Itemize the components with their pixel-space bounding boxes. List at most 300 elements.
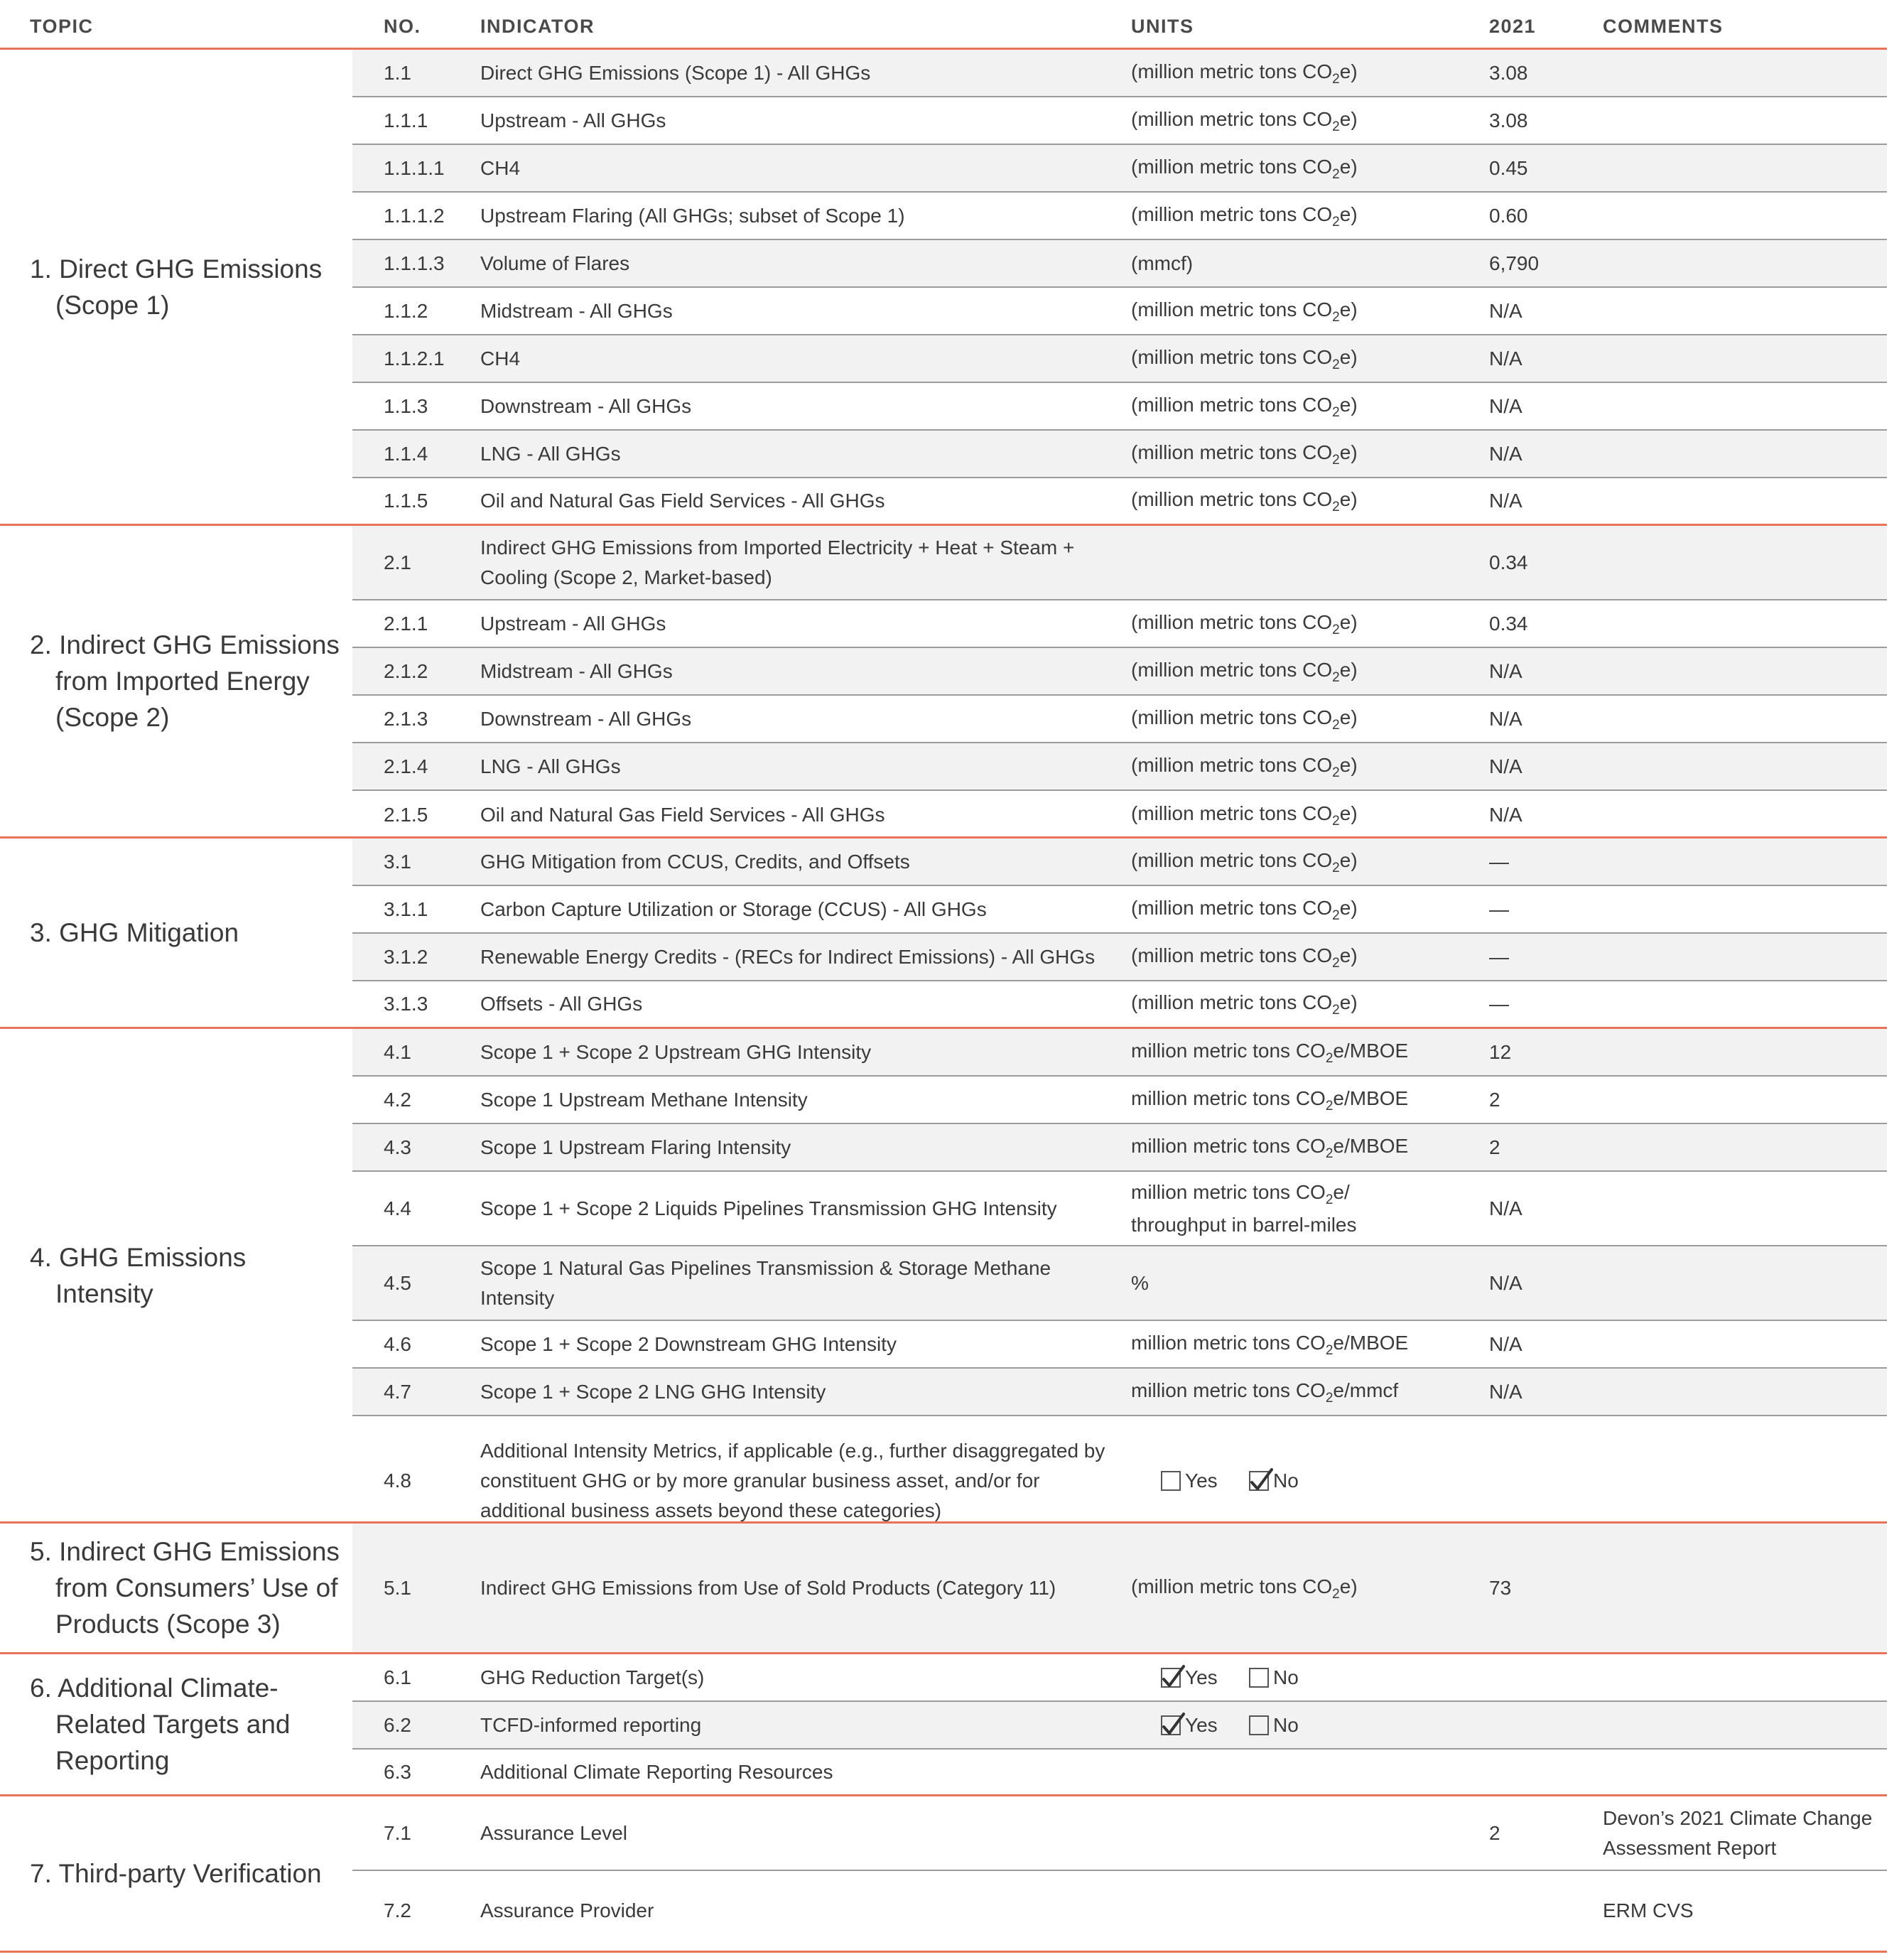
row-indicator-text: Offsets - All GHGs: [480, 993, 643, 1015]
row-units: [1131, 97, 1486, 144]
row-number: [384, 1029, 469, 1075]
row-indicator-text: Indirect GHG Emissions from Use of Sold Products (Category 11): [480, 1576, 1056, 1599]
row-units: [1131, 648, 1486, 694]
text: (million metric tons CO: [1131, 203, 1333, 225]
table-row: [352, 791, 1887, 839]
subscript: 2: [1332, 669, 1340, 685]
row-value-text: —: [1489, 945, 1509, 968]
text: (million metric tons CO: [1131, 345, 1333, 368]
header-comments: COMMENTS: [1603, 16, 1724, 37]
row-value-text: 3.08: [1489, 61, 1528, 84]
row-number: [384, 1321, 469, 1367]
topic-cell: [0, 839, 352, 1027]
row-value-text: —: [1489, 850, 1509, 873]
row-value-text: N/A: [1489, 659, 1522, 682]
subscript: 2: [1332, 955, 1340, 971]
row-number: [384, 288, 469, 334]
topic-cell: [0, 50, 352, 524]
row-indicator-text: Downstream - All GHGs: [480, 707, 692, 730]
row-number: [384, 526, 469, 599]
units-text: [1131, 941, 1358, 974]
row-number-text: 1.1.4: [384, 442, 428, 465]
header-indicator: INDICATOR: [480, 16, 595, 37]
row-indicator-text: Scope 1 Upstream Flaring Intensity: [480, 1136, 791, 1158]
subscript: 2: [1332, 500, 1340, 514]
row-number-text: 4.4: [384, 1197, 411, 1219]
row-number: [384, 1172, 469, 1245]
row-indicator-text: Upstream Flaring (All GHGs; subset of Scope 1): [480, 204, 905, 227]
row-units: [1131, 1321, 1486, 1367]
row-number: [384, 145, 469, 191]
no-checkbox-label: No: [1273, 1666, 1299, 1688]
row-indicator: [480, 1654, 1105, 1700]
text: (million metric tons CO: [1131, 802, 1333, 824]
row-value-2021: [1489, 431, 1596, 477]
row-number-text: 3.1.3: [384, 993, 428, 1015]
text: (million metric tons CO: [1131, 107, 1333, 130]
row-indicator: [480, 839, 1105, 885]
row-number: [384, 934, 469, 980]
no-checkbox-box[interactable]: [1249, 1668, 1269, 1688]
topic-label: 1. Direct GHG Emissions (Scope 1): [30, 254, 323, 320]
subscript: 2: [1332, 214, 1340, 230]
units-text: [1131, 750, 1358, 783]
text: e): [1339, 658, 1358, 681]
row-number-text: 6.2: [384, 1713, 411, 1736]
row-indicator: [480, 981, 1105, 1027]
yes-checkbox-label: Yes: [1185, 1666, 1218, 1688]
no-checkbox[interactable]: [1249, 1702, 1299, 1748]
units-text: [1131, 1131, 1408, 1164]
row-units: [1131, 1172, 1486, 1245]
row-value-text: 0.60: [1489, 204, 1528, 227]
row-value-text: 73: [1489, 1576, 1512, 1599]
text: e): [1339, 753, 1358, 776]
row-value-text: N/A: [1489, 299, 1522, 322]
row-indicator-text: Scope 1 Upstream Methane Intensity: [480, 1088, 808, 1111]
row-number-text: 4.8: [384, 1469, 411, 1492]
text: (million metric tons CO: [1131, 896, 1333, 919]
row-value-text: N/A: [1489, 707, 1522, 730]
no-checkbox-box[interactable]: [1249, 1471, 1269, 1491]
row-number-text: 4.1: [384, 1040, 411, 1063]
row-indicator-text: Upstream - All GHGs: [480, 612, 666, 635]
subscript: 2: [1332, 166, 1340, 182]
row-indicator-text: Scope 1 + Scope 2 LNG GHG Intensity: [480, 1380, 826, 1403]
table-row: [352, 696, 1887, 743]
row-number-text: 1.1: [384, 61, 411, 84]
row-number: [384, 1796, 469, 1870]
row-value-2021: [1489, 648, 1596, 694]
subscript: 2: [1325, 1098, 1334, 1114]
row-comment-text: Devon’s 2021 Climate Change Assessment Report: [1603, 1806, 1873, 1859]
row-indicator-text: Oil and Natural Gas Field Services - All GHGs: [480, 803, 885, 826]
row-value-2021: [1489, 600, 1596, 647]
row-indicator: [480, 526, 1105, 599]
topic-cell: [0, 1524, 352, 1652]
units-text: [1131, 1572, 1358, 1605]
row-value-text: 0.34: [1489, 551, 1528, 573]
row-number-text: 4.5: [384, 1271, 411, 1294]
row-value-text: 6,790: [1489, 252, 1540, 274]
subscript: 2: [1332, 622, 1340, 637]
row-indicator: [480, 193, 1105, 239]
row-comment-text: ERM CVS: [1603, 1899, 1694, 1921]
row-indicator-text: GHG Mitigation from CCUS, Credits, and Offsets: [480, 850, 910, 873]
row-indicator: [480, 1172, 1105, 1245]
row-indicator: [480, 1796, 1105, 1870]
topic-cell: [0, 526, 352, 836]
row-indicator-text: Scope 1 Natural Gas Pipelines Transmission & Storage Methane Intensity: [480, 1256, 1051, 1309]
yes-checkbox-box[interactable]: [1161, 1668, 1181, 1688]
units-text: [1131, 703, 1358, 735]
table-row: [352, 1124, 1887, 1172]
subscript: 2: [1332, 404, 1340, 420]
table-header: [0, 0, 1887, 50]
row-number-text: 3.1.1: [384, 897, 428, 920]
row-units: [1131, 383, 1486, 429]
table-row: [352, 478, 1887, 524]
subscript: 2: [1332, 1586, 1340, 1602]
row-units: [1131, 791, 1486, 839]
row-indicator-text: Carbon Capture Utilization or Storage (CCUS) - All GHGs: [480, 897, 987, 920]
text: (mmcf): [1131, 252, 1194, 274]
row-number: [384, 600, 469, 647]
text: million metric tons CO: [1131, 1379, 1326, 1401]
row-units: [1131, 50, 1486, 96]
units-text: [1131, 152, 1358, 185]
row-indicator-text: Renewable Energy Credits - (RECs for Indirect Emissions) - All GHGs: [480, 945, 1096, 968]
subscript: 2: [1332, 452, 1340, 468]
topic-cell: [0, 1029, 352, 1521]
row-number: [384, 1654, 469, 1700]
row-indicator: [480, 696, 1105, 742]
row-indicator: [480, 1246, 1105, 1320]
text: e): [1339, 991, 1358, 1013]
row-indicator: [480, 145, 1105, 191]
row-units: [1131, 240, 1486, 286]
text: million metric tons CO: [1131, 1180, 1326, 1203]
checkmark-icon: [1161, 1662, 1186, 1691]
table-row: [352, 240, 1887, 288]
row-value-text: N/A: [1489, 803, 1522, 826]
topic-label: 7. Third-party Verification: [30, 1859, 322, 1888]
subscript: 2: [1332, 813, 1340, 829]
table-row: [352, 193, 1887, 240]
row-indicator: [480, 97, 1105, 144]
row-number: [384, 696, 469, 742]
row-indicator-text: Assurance Level: [480, 1821, 628, 1844]
row-number-text: 1.1.2: [384, 299, 428, 322]
topic-group: [0, 1796, 1887, 1953]
row-indicator-text: Midstream - All GHGs: [480, 659, 673, 682]
table-row: [352, 335, 1887, 383]
row-indicator: [480, 1524, 1105, 1652]
subscript: 2: [1332, 860, 1340, 875]
row-number-text: 5.1: [384, 1576, 411, 1599]
table-row: [352, 839, 1887, 886]
row-indicator-text: Indirect GHG Emissions from Imported Electricity + Heat + Steam + Cooling (Scope 2, Market-based): [480, 536, 1075, 588]
row-value-text: 3.08: [1489, 109, 1528, 131]
text: e): [1339, 107, 1358, 130]
table-row: [352, 1321, 1887, 1369]
row-units: [1131, 696, 1486, 742]
row-value-text: 0.45: [1489, 156, 1528, 179]
units-text: [1131, 295, 1358, 328]
subscript: 2: [1325, 1342, 1334, 1358]
row-value-text: N/A: [1489, 394, 1522, 417]
subscript: 2: [1332, 907, 1340, 923]
topic-label: 3. GHG Mitigation: [30, 918, 239, 947]
row-value-2021: [1489, 981, 1596, 1027]
text: (million metric tons CO: [1131, 60, 1333, 82]
text: (million metric tons CO: [1131, 1575, 1333, 1597]
units-text: [1131, 1328, 1408, 1361]
row-value-text: 0.34: [1489, 612, 1528, 635]
text: e/MBOE: [1333, 1087, 1409, 1109]
row-value-text: —: [1489, 993, 1509, 1015]
table-row: [352, 145, 1887, 193]
row-units: [1131, 886, 1486, 932]
row-value-2021: [1489, 1321, 1596, 1367]
row-indicator-text: Assurance Provider: [480, 1899, 654, 1921]
table-row: [352, 743, 1887, 791]
text: (million metric tons CO: [1131, 155, 1333, 178]
row-number: [384, 335, 469, 382]
row-units: [1131, 335, 1486, 382]
row-number: [384, 886, 469, 932]
units-text: [1131, 438, 1358, 470]
row-value-text: N/A: [1489, 347, 1522, 370]
row-number-text: 1.1.3: [384, 394, 428, 417]
table-row: [352, 1654, 1887, 1702]
row-units: [1131, 934, 1486, 980]
row-value-text: N/A: [1489, 755, 1522, 777]
table-row: [352, 1077, 1887, 1124]
topic-label: 5. Indirect GHG Emissions from Consumers’ Use of Products (Scope 3): [30, 1537, 340, 1639]
text: e): [1339, 298, 1358, 320]
text: e): [1339, 488, 1358, 510]
row-indicator-text: Scope 1 + Scope 2 Liquids Pipelines Transmission GHG Intensity: [480, 1197, 1057, 1219]
row-number-text: 2.1.2: [384, 659, 428, 682]
yes-checkbox[interactable]: [1161, 1654, 1218, 1700]
text: million metric tons CO: [1131, 1039, 1326, 1062]
row-indicator: [480, 1124, 1105, 1170]
row-number: [384, 478, 469, 524]
units-line: [1131, 1210, 1357, 1240]
units-text: [1131, 249, 1193, 279]
row-indicator: [480, 1369, 1105, 1415]
units-text: [1131, 799, 1358, 831]
row-indicator-text: CH4: [480, 156, 521, 179]
table-row: [352, 1172, 1887, 1246]
units-text: [1131, 57, 1358, 90]
row-value-2021: [1489, 193, 1596, 239]
text: (million metric tons CO: [1131, 610, 1333, 633]
units-text: [1131, 104, 1358, 137]
units-text: [1131, 846, 1358, 878]
text: e): [1339, 203, 1358, 225]
yes-checkbox-box[interactable]: [1161, 1715, 1181, 1735]
subscript: 2: [1325, 1145, 1334, 1161]
row-value-text: 2: [1489, 1136, 1500, 1158]
row-indicator-text: Scope 1 + Scope 2 Downstream GHG Intensity: [480, 1332, 897, 1355]
units-text: [1131, 608, 1358, 640]
table-row: [352, 981, 1887, 1027]
row-value-2021: [1489, 145, 1596, 191]
row-indicator: [480, 431, 1105, 477]
row-value-text: N/A: [1489, 490, 1522, 512]
row-number-text: 6.1: [384, 1666, 411, 1688]
row-indicator-text: CH4: [480, 347, 521, 370]
text: (million metric tons CO: [1131, 753, 1333, 776]
row-indicator-text: GHG Reduction Target(s): [480, 1666, 705, 1688]
row-value-2021: [1489, 50, 1596, 96]
row-value-2021: [1489, 97, 1596, 144]
units-text: [1131, 1084, 1408, 1116]
row-value-2021: [1489, 1077, 1596, 1123]
text: (million metric tons CO: [1131, 848, 1333, 871]
row-indicator: [480, 1321, 1105, 1367]
row-number-text: 1.1.1: [384, 109, 428, 131]
topic-group: [0, 50, 1887, 526]
table-row: [352, 1524, 1887, 1652]
row-units: [1131, 743, 1486, 789]
row-number: [384, 1124, 469, 1170]
row-indicator-text: TCFD-informed reporting: [480, 1713, 702, 1736]
yes-checkbox-label: Yes: [1185, 1469, 1218, 1492]
row-value-2021: [1489, 1029, 1596, 1075]
row-units: [1131, 1124, 1486, 1170]
text: e/MBOE: [1333, 1134, 1409, 1157]
text: e/mmcf: [1333, 1379, 1399, 1401]
units-line: [1131, 1177, 1357, 1210]
text: e): [1339, 345, 1358, 368]
row-number: [384, 1702, 469, 1748]
row-number: [384, 193, 469, 239]
row-value-text: N/A: [1489, 1197, 1522, 1219]
row-number: [384, 1077, 469, 1123]
row-indicator: [480, 1750, 1105, 1795]
row-number: [384, 97, 469, 144]
row-value-text: 12: [1489, 1040, 1512, 1063]
row-number-text: 1.1.1.2: [384, 204, 445, 227]
table-row: [352, 1702, 1887, 1750]
subscript: 2: [1332, 119, 1340, 134]
row-value-2021: [1489, 1124, 1596, 1170]
row-value-2021: [1489, 288, 1596, 334]
text: e): [1339, 155, 1358, 178]
topic-group: [0, 839, 1887, 1029]
row-value-2021: [1489, 886, 1596, 932]
text: million metric tons CO: [1131, 1134, 1326, 1157]
row-number: [384, 1871, 469, 1951]
text: (million metric tons CO: [1131, 944, 1333, 966]
text: e): [1339, 706, 1358, 728]
row-units: [1131, 1524, 1486, 1652]
no-checkbox[interactable]: [1249, 1654, 1299, 1700]
row-units: [1131, 839, 1486, 885]
topic-label: 4. GHG Emissions Intensity: [30, 1242, 247, 1308]
text: e): [1339, 848, 1358, 871]
row-number: [384, 839, 469, 885]
row-number: [384, 50, 469, 96]
row-indicator-text: Additional Intensity Metrics, if applicable (e.g., further disaggregated by constituent GHG or by more granular business asset, and/or for additional business assets beyond these categories): [480, 1439, 1105, 1521]
row-value-2021: [1489, 526, 1596, 599]
table-row: [352, 934, 1887, 981]
row-units: [1131, 600, 1486, 647]
subscript: 2: [1332, 309, 1340, 325]
row-indicator: [480, 335, 1105, 382]
row-indicator: [480, 886, 1105, 932]
text: e/MBOE: [1333, 1039, 1409, 1062]
row-indicator-text: Additional Climate Reporting Resources: [480, 1761, 833, 1783]
yes-checkbox-box[interactable]: [1161, 1471, 1181, 1491]
row-indicator-text: LNG - All GHGs: [480, 442, 621, 465]
row-value-text: N/A: [1489, 1332, 1522, 1355]
text: million metric tons CO: [1131, 1331, 1326, 1354]
row-number-text: 1.1.1.3: [384, 252, 445, 274]
units-text: [1131, 200, 1358, 232]
row-number-text: 4.3: [384, 1136, 411, 1158]
row-comment: [1603, 1796, 1901, 1870]
row-indicator-text: LNG - All GHGs: [480, 755, 621, 777]
header-year: 2021: [1489, 16, 1537, 37]
header-topic: TOPIC: [30, 16, 94, 37]
row-indicator: [480, 648, 1105, 694]
text: (million metric tons CO: [1131, 658, 1333, 681]
table-row: [352, 97, 1887, 145]
text: e): [1339, 1575, 1358, 1597]
row-number: [384, 1246, 469, 1320]
subscript: 2: [1325, 1390, 1334, 1406]
subscript: 2: [1332, 71, 1340, 87]
row-value-2021: [1489, 335, 1596, 382]
row-number: [384, 240, 469, 286]
row-value-2021: [1489, 839, 1596, 885]
row-value-2021: [1489, 478, 1596, 524]
row-units: [1131, 193, 1486, 239]
table-row: [352, 50, 1887, 97]
row-number-text: 1.1.5: [384, 490, 428, 512]
row-indicator: [480, 1029, 1105, 1075]
text: (million metric tons CO: [1131, 991, 1333, 1013]
text: e): [1339, 944, 1358, 966]
row-indicator-text: Downstream - All GHGs: [480, 394, 692, 417]
row-value-text: 2: [1489, 1821, 1500, 1844]
row-value-2021: [1489, 934, 1596, 980]
table-row: [352, 1871, 1887, 1951]
yes-checkbox[interactable]: [1161, 1702, 1218, 1748]
topic-group: [0, 1524, 1887, 1654]
row-number-text: 2.1.1: [384, 612, 428, 635]
row-number-text: 1.1.1.1: [384, 156, 445, 179]
subscript: 2: [1332, 1003, 1340, 1018]
row-number: [384, 791, 469, 839]
text: (million metric tons CO: [1131, 298, 1333, 320]
row-units: [1131, 1369, 1486, 1415]
table-row: [352, 1750, 1887, 1795]
row-number: [384, 648, 469, 694]
text: e): [1339, 393, 1358, 416]
row-indicator: [480, 383, 1105, 429]
text: (million metric tons CO: [1131, 488, 1333, 510]
units-text: [1131, 655, 1358, 688]
row-indicator: [480, 1702, 1105, 1748]
row-number-text: 1.1.2.1: [384, 347, 445, 370]
row-number-text: 4.7: [384, 1380, 411, 1403]
no-checkbox-box[interactable]: [1249, 1715, 1269, 1735]
